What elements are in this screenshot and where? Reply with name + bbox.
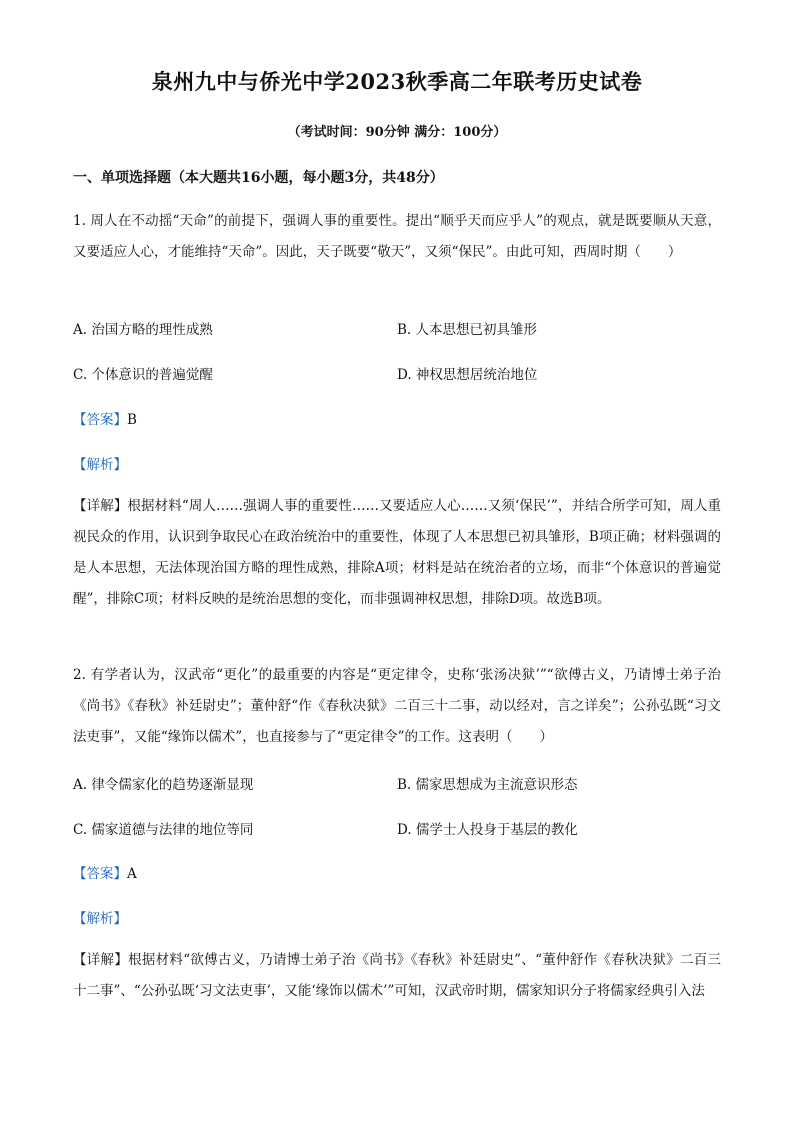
q2-option-d: D. 儒学士人投身于基层的教化	[397, 822, 578, 838]
exam-info: （考试时间：90分钟 满分：100分）	[287, 125, 507, 140]
q1-option-d: D. 神权思想居统治地位	[397, 367, 538, 383]
question-1-stem: 1. 周人在不动摇“天命”的前提下，强调人事的重要性。提出“顺乎天而应乎人”的观点，就是既要顺从天意，又要适应人心，才能维持“天命”。因此，天子既要“敬天”，又须“保民”。由此可知，西周时期（ ）	[73, 213, 721, 260]
q1-option-c: C. 个体意识的普遍觉醒	[73, 367, 213, 383]
q2-option-c: C. 儒家道德与法律的地位等同	[73, 822, 254, 838]
question-2-stem: 2. 有学者认为，汉武帝“更化”的最重要的内容是“更定律令，史称‘张汤决狱’”“欲傅古义，乃请博士弟子治《尚书》《春秋》补廷尉史”；董仲舒“作《春秋决狱》二百三十二事，动以经对，言之详矣”；公孙弘既“习文法吏事”，又能“缘饰以儒术”，也直接参与了“更定律令”的工作。这表明（ ）	[73, 667, 721, 745]
q2-detail: 【详解】根据材料“欲傅古义，乃请博士弟子治《尚书》《春秋》补廷尉史”、“董仲舒作《春秋决狱》二百三十二事”、“公孙弘既‘习文法吏事’，又能‘缘饰以儒术’”可知，汉武帝时期，儒家知识分子将儒家经典引入法	[73, 952, 722, 999]
q1-answer: 【答案】B	[73, 412, 137, 428]
q1-detail: 【详解】根据材料“周人……强调人事的重要性……又要适应人心……又须‘保民’”，并结合所学可知，周人重视民众的作用，认识到争取民心在政治统治中的重要性，体现了人本思想已初具雏形，B项正确；材料强调的是人本思想，无法体现治国方略的理性成熟，排除A项；材料是站在统治者的立场，而非“个体意识的普遍觉醒”，排除C项；材料反映的是统治思想的变化，而非强调神权思想，排除D项。故选B项。	[73, 498, 722, 607]
q1-analysis-label: 【解析】	[73, 457, 127, 473]
q2-option-b: B. 儒家思想成为主流意识形态	[397, 777, 578, 793]
section-heading: 一、单项选择题（本大题共16小题，每小题3分，共48分）	[73, 170, 444, 186]
q1-option-a: A. 治国方略的理性成熟	[73, 322, 213, 338]
q2-answer: 【答案】A	[73, 866, 137, 882]
q2-option-a: A. 律令儒家化的趋势逐渐显现	[73, 777, 254, 793]
q2-analysis-label: 【解析】	[73, 911, 127, 927]
q1-option-b: B. 人本思想已初具雏形	[397, 322, 538, 338]
page-title: 泉州九中与侨光中学2023秋季高二年联考历史试卷	[151, 69, 643, 94]
